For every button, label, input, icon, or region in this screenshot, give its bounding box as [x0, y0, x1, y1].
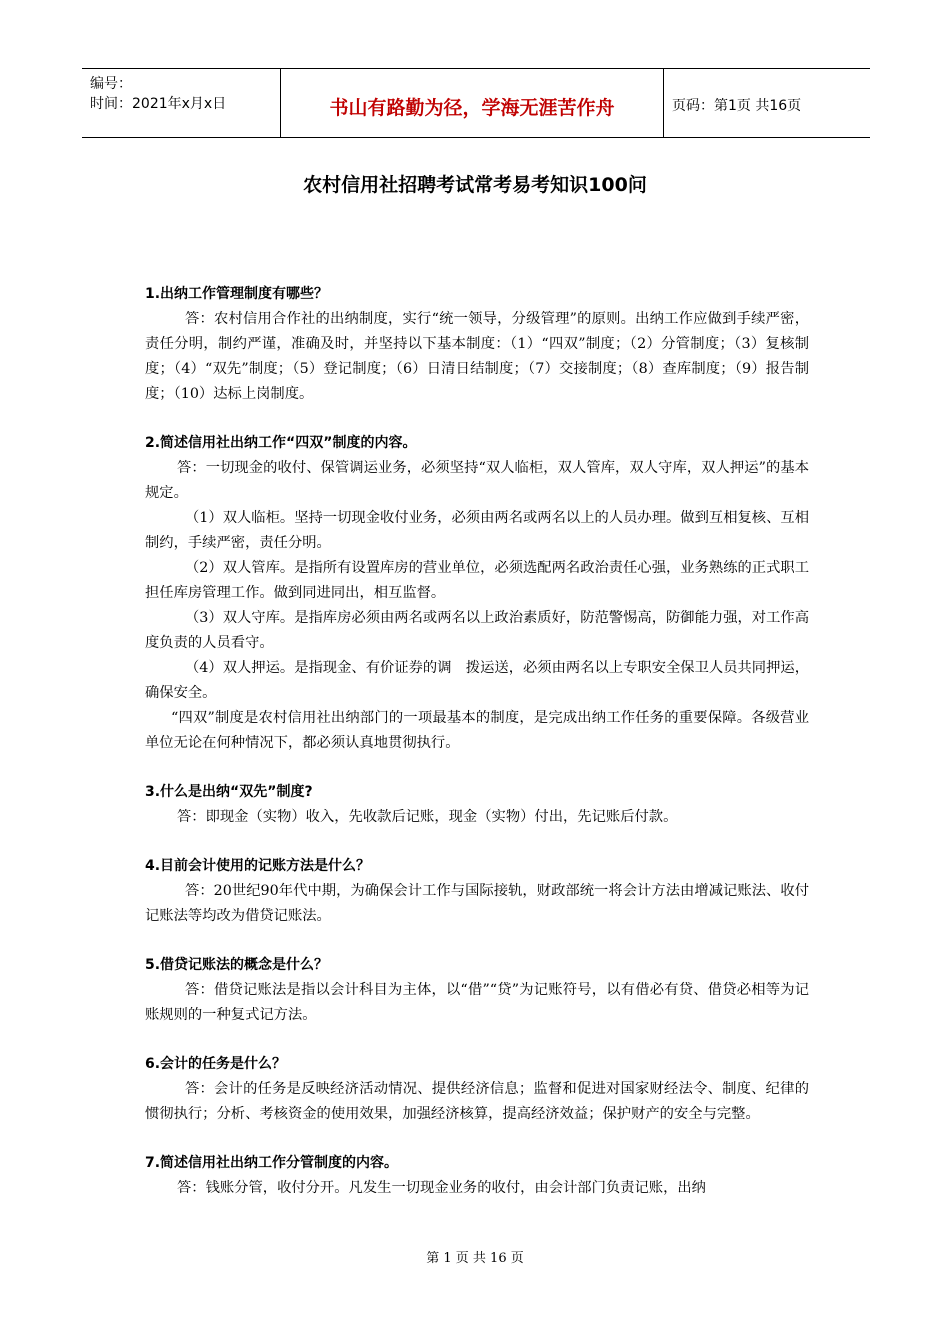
answer-paragraph: 答：即现金（实物）收入，先收款后记账，现金（实物）付出，先记账后付款。: [177, 809, 678, 825]
answer-paragraph: 答：借贷记账法是指以会计科目为主体，以“借”“贷”为记账符号，以有借必有贷、借贷必相等为记账规则的一种复式记方法。: [145, 982, 809, 1023]
answer-paragraph: （1）双人临柜。坚持一切现金收付业务，必须由两名或两名以上的人员办理。做到互相复核、互相制约，手续严密，责任分明。: [145, 510, 809, 551]
header-page-info: 页码：第1页 共16页: [672, 98, 802, 114]
answer-paragraph: 答：20世纪90年代中期，为确保会计工作与国际接轨，财政部统一将会计方法由增减记账法、收付记账法等均改为借贷记账法。: [145, 883, 809, 924]
answer-paragraph: 答：一切现金的收付、保管调运业务，必须坚持“双人临柜，双人管库，双人守库，双人押运”的基本规定。: [145, 460, 809, 501]
answer-paragraph: （4）双人押运。是指现金、有价证券的调 拨运送，必须由两名以上专职安全保卫人员共同押运，确保安全。: [145, 660, 809, 701]
qa-section-3: [145, 780, 809, 830]
document-title: 农村信用社招聘考试常考易考知识100问: [303, 174, 647, 196]
document-number-label: 编号：: [90, 76, 132, 92]
qa-section-2: [145, 431, 809, 756]
question-heading: 6.会计的任务是什么？: [145, 1056, 287, 1072]
answer-paragraph: 答：会计的任务是反映经济活动情况、提供经济信息；监督和促进对国家财经法令、制度、纪律的惯彻执行；分析、考核资金的使用效果，加强经济核算，提高经济效益；保护财产的安全与完整。: [145, 1081, 809, 1122]
question-heading: 3.什么是出纳“双先”制度?: [145, 784, 313, 800]
qa-section-1: [145, 282, 809, 407]
document-body: [145, 282, 809, 1225]
header-left-cell: [82, 69, 281, 137]
question-heading: 5.借贷记账法的概念是什么？: [145, 957, 329, 973]
qa-section-4: [145, 854, 809, 929]
question-heading: 4.目前会计使用的记账方法是什么？: [145, 858, 371, 874]
answer-paragraph: （2）双人管库。是指所有设置库房的营业单位，必须选配两名政治责任心强，业务熟练的正式职工担任库房管理工作。做到同进同出，相互监督。: [145, 560, 809, 601]
header-motto: 书山有路勤为径，学海无涯苦作舟: [329, 97, 615, 119]
question-heading: 1.出纳工作管理制度有哪些？: [145, 286, 329, 302]
answer-paragraph: 答：钱账分管，收付分开。凡发生一切现金业务的收付，由会计部门负责记账，出纳: [177, 1180, 706, 1196]
qa-section-5: [145, 953, 809, 1028]
answer-paragraph: （3）双人守库。是指库房必须由两名或两名以上政治素质好，防范警惕高，防御能力强，对工作高度负责的人员看守。: [145, 610, 809, 651]
page-footer: 第 1 页 共 16 页: [426, 1251, 524, 1266]
qa-section-7: [145, 1151, 809, 1201]
document-time-label: 时间：2021年x月x日: [90, 96, 227, 112]
header-right-cell: [664, 69, 870, 137]
page-header: [82, 68, 870, 138]
answer-paragraph: 答：农村信用合作社的出纳制度，实行“统一领导，分级管理”的原则。出纳工作应做到手续严密，责任分明，制约严谨，准确及时，并坚持以下基本制度：（1）“四双”制度；（2）分管制度；（3）复核制度；（4）“双先”制度；（5）登记制度；（6）日清日结制度；（7）交接制度；（8）查库制度；（9）报告制度；（10）达标上岗制度。: [145, 311, 809, 402]
question-heading: 7.简述信用社出纳工作分管制度的内容。: [145, 1155, 399, 1171]
answer-paragraph: “四双”制度是农村信用社出纳部门的一项最基本的制度，是完成出纳工作任务的重要保障。各级营业单位无论在何种情况下，都必须认真地贯彻执行。: [145, 710, 809, 751]
question-heading: 2.简述信用社出纳工作“四双”制度的内容。: [145, 435, 417, 451]
qa-section-6: [145, 1052, 809, 1127]
header-middle-cell: [281, 69, 664, 137]
